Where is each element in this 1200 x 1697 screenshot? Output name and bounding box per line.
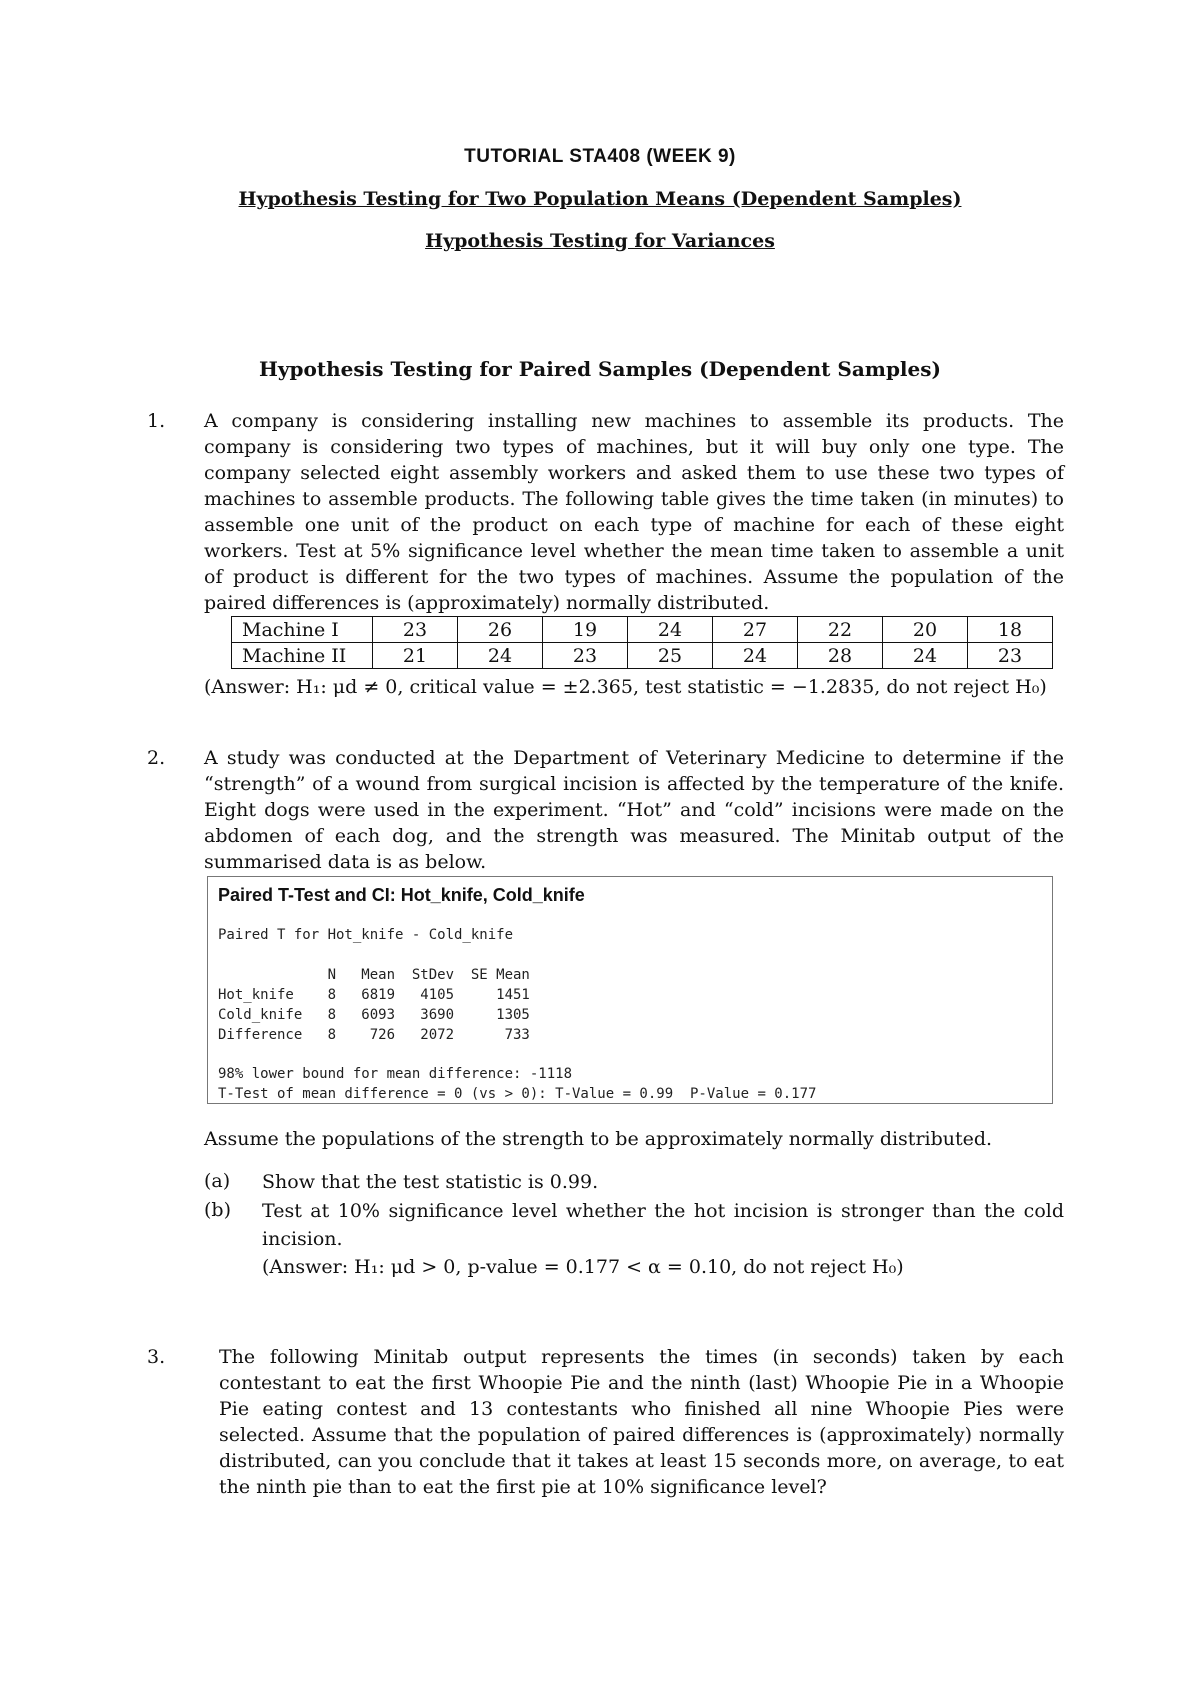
table-cell: 23: [968, 643, 1053, 669]
question-2-number: 2.: [147, 747, 166, 769]
minitab-table-row: Cold_knife 8 6093 3690 1305: [218, 1007, 530, 1023]
table-cell: 24: [628, 617, 713, 643]
table-cell: 26: [458, 617, 543, 643]
table-cell: 24: [883, 643, 968, 669]
table-row-label: Machine I: [232, 617, 373, 643]
table-cell: 25: [628, 643, 713, 669]
part-b-label: (b): [204, 1199, 231, 1221]
question-1-text: A company is considering installing new machines to assemble its products. The company is considering two types of machines, but it will buy only one type. The company selected eight assembly workers and asked them to use these two types of machines to assemble products. The following table gives the time taken (in minutes) to assemble one unit of the product on each type of machine for each of these eight workers. Test at 5% significance level whether the mean time taken to assemble a unit of product is different for the two types of machines. Assume the population of the paired differences is (approximately) normally distributed.: [204, 410, 1064, 614]
table-cell: 27: [713, 617, 798, 643]
question-2-assumption: Assume the populations of the strength to be approximately normally distributed.: [204, 1128, 993, 1150]
section-title: Hypothesis Testing for Paired Samples (Dependent Samples): [259, 357, 941, 381]
part-b-text: Test at 10% significance level whether the hot incision is stronger than the cold incision.: [262, 1200, 1064, 1250]
page-subtitle-variances: Hypothesis Testing for Variances: [425, 230, 775, 252]
table-row: [232, 643, 1053, 669]
question-1-answer: (Answer: H₁: μd ≠ 0, critical value = ±2.365, test statistic = −1.2835, do not reject H₀): [204, 676, 1047, 698]
question-3-text: The following Minitab output represents the times (in seconds) taken by each contestant to eat the first Whoopie Pie and the ninth (last) Whoopie Pie in a Whoopie Pie eating contest and 13 contestants who finished all nine Whoopie Pies were selected. Assume that the population of paired differences is (approximately) normally distributed, can you conclude that it takes at least 15 seconds more, on average, to eat the ninth pie than to eat the first pie at 10% significance level?: [219, 1346, 1064, 1498]
table-cell: 19: [543, 617, 628, 643]
machine-times-table: [231, 616, 1053, 669]
question-1-number: 1.: [147, 410, 166, 432]
minitab-table-row: Hot_knife 8 6819 4105 1451: [218, 987, 530, 1003]
table-cell: 24: [458, 643, 543, 669]
table-cell: 23: [543, 643, 628, 669]
minitab-output-box: [207, 876, 1053, 1104]
table-cell: 21: [373, 643, 458, 669]
table-row: [232, 617, 1053, 643]
table-cell: 22: [798, 617, 883, 643]
minitab-table-row: Difference 8 726 2072 733: [218, 1027, 530, 1043]
minitab-line: T-Test of mean difference = 0 (vs > 0): T-Value = 0.99 P-Value = 0.177: [218, 1086, 817, 1102]
table-cell: 20: [883, 617, 968, 643]
minitab-line: Paired T for Hot_knife - Cold_knife: [218, 927, 514, 943]
question-2-answer: (Answer: H₁: μd > 0, p-value = 0.177 < α = 0.10, do not reject H₀): [262, 1256, 904, 1278]
page-subtitle-means: Hypothesis Testing for Two Population Means (Dependent Samples): [238, 188, 962, 210]
table-cell: 18: [968, 617, 1053, 643]
question-2-text: A study was conducted at the Department of Veterinary Medicine to determine if the “strength” of a wound from surgical incision is affected by the temperature of the knife. Eight dogs were used in the experiment. “Hot” and “cold” incisions were made on the abdomen of each dog, and the strength was measured. The Minitab output of the summarised data is as below.: [204, 747, 1064, 873]
minitab-line: 98% lower bound for mean difference: -1118: [218, 1066, 573, 1082]
table-row-label: Machine II: [232, 643, 373, 669]
table-cell: 23: [373, 617, 458, 643]
part-a-label: (a): [204, 1170, 231, 1192]
table-cell: 24: [713, 643, 798, 669]
minitab-output-title: Paired T-Test and CI: Hot_knife, Cold_knife: [218, 885, 585, 905]
question-3-number: 3.: [147, 1346, 166, 1368]
minitab-table-header: N Mean StDev SE Mean: [218, 967, 530, 983]
table-cell: 28: [798, 643, 883, 669]
part-a-text: Show that the test statistic is 0.99.: [262, 1171, 599, 1193]
page-title: TUTORIAL STA408 (WEEK 9): [464, 146, 736, 167]
